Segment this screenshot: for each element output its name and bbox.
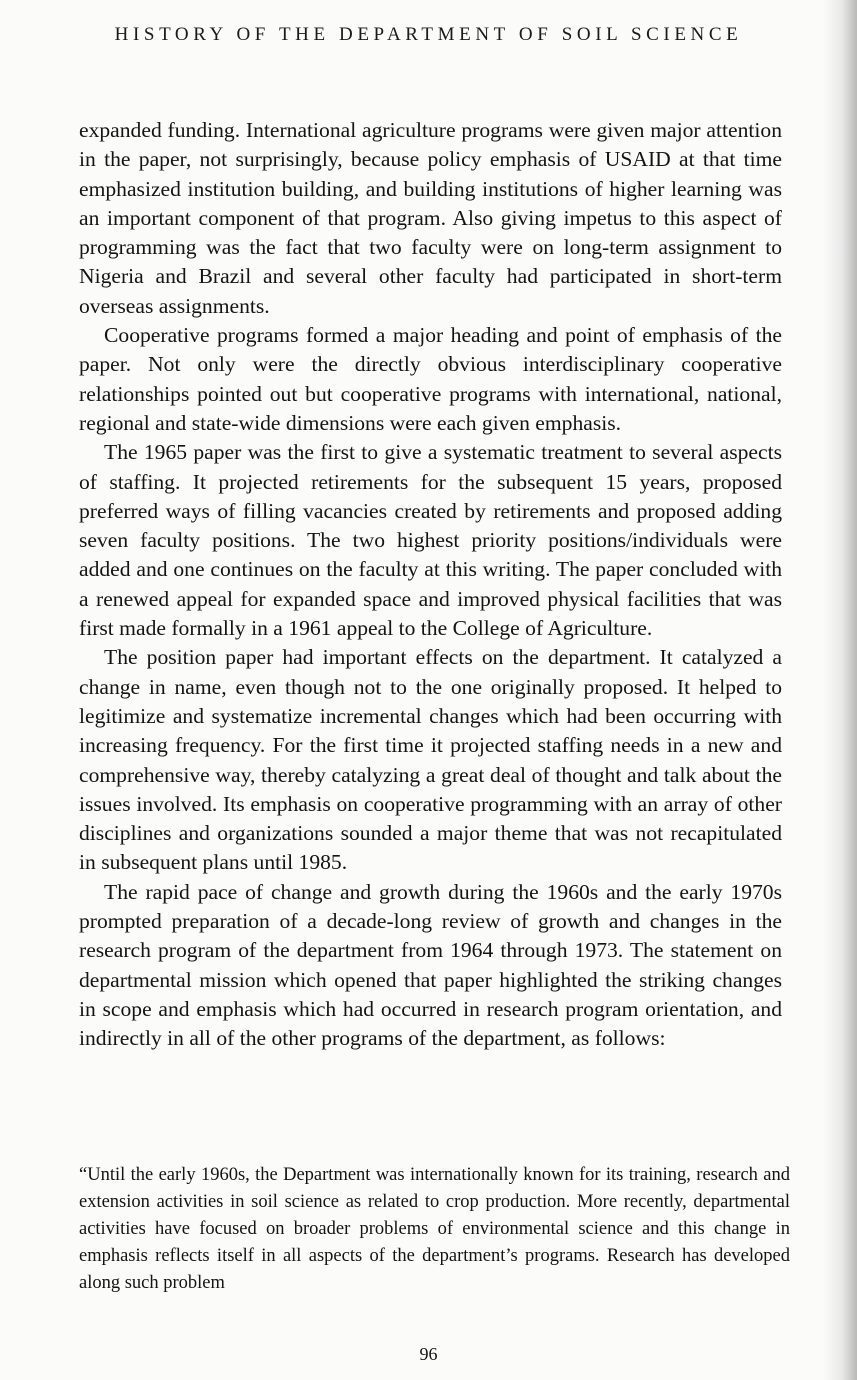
running-head: HISTORY OF THE DEPARTMENT OF SOIL SCIENCE xyxy=(114,24,743,45)
paragraph: Cooperative programs formed a major heading and point of emphasis of the paper. Not only were the directly obvious interdisciplinary cooperative relationships pointed out but cooperative programs with international, national, regional and state-wide dimensions were each given emphasis. xyxy=(79,323,782,435)
paragraph: The position paper had important effects on the department. It catalyzed a change in name, even though not to the one originally proposed. It helped to legitimize and systematize incremental changes which had been occurring with increasing frequency. For the first time it projected staffing needs in a new and comprehensive way, thereby catalyzing a great deal of thought and talk about the issues involved. Its emphasis on cooperative programming with an array of other disciplines and organizations sounded a major theme that was not recapitulated in subsequent plans until 1985. xyxy=(79,645,782,875)
body-text xyxy=(79,116,782,1054)
paragraph: expanded funding. International agriculture programs were given major attention in the paper, not surprisingly, because policy emphasis of USAID at that time emphasized institution building, and building institutions of higher learning was an important component of that program. Also giving impetus to this aspect of programming was the fact that two faculty were on long-term assignment to Nigeria and Brazil and several other faculty had participated in short-term overseas assignments. xyxy=(79,118,782,318)
page-number: 96 xyxy=(419,1344,438,1364)
page-edge-shadow xyxy=(823,0,857,1380)
paragraph: The 1965 paper was the first to give a systematic treatment to several aspects of staffing. It projected retirements for the subsequent 15 years, proposed preferred ways of filling vacancies created by retirements and proposed adding seven faculty positions. The two highest priority positions/individuals were added and one continues on the faculty at this writing. The paper concluded with a renewed appeal for expanded space and improved physical facilities that was first made formally in a 1961 appeal to the College of Agriculture. xyxy=(79,440,782,641)
block-quote xyxy=(79,1162,790,1297)
paragraph: The rapid pace of change and growth during the 1960s and the early 1970s prompted preparation of a decade-long review of growth and changes in the research program of the department from 1964 through 1973. The statement on departmental mission which opened that paper highlighted the striking changes in scope and emphasis which had occurred in research program orientation, and indirectly in all of the other programs of the department, as follows: xyxy=(79,879,782,1051)
block-quote-text: “Until the early 1960s, the Department was internationally known for its training, research and extension activities in soil science as related to crop production. More recently, departmental activities have focused on broader problems of environmental science and this change in emphasis reflects itself in all aspects of the department’s programs. Research has developed along such problem xyxy=(79,1165,790,1293)
